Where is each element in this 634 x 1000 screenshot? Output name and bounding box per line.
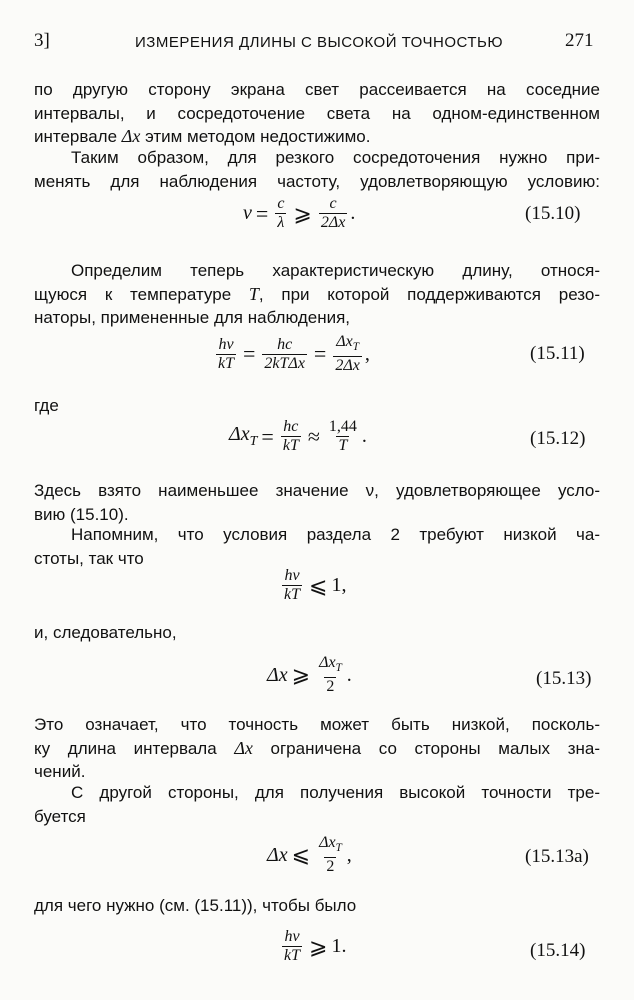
text-line: менять для наблюдения частоту, удовлетворяющую условию: bbox=[34, 171, 600, 191]
text-line: интервалы, и сосредоточение света на одном-единственном bbox=[34, 103, 600, 123]
page-number: 271 bbox=[565, 30, 594, 51]
paragraph-5 bbox=[34, 523, 600, 570]
paragraph-1 bbox=[34, 78, 600, 149]
text-line: С другой стороны, для получения высокой точности тре- bbox=[71, 783, 600, 802]
equation-number: (15.10) bbox=[525, 203, 581, 224]
paragraph-8: для чего нужно (см. (15.11)), чтобы было bbox=[34, 896, 357, 915]
text-line: Это означает, что точность может быть низкой, посколь- bbox=[34, 715, 600, 734]
equation-number: (15.13a) bbox=[525, 846, 589, 867]
paragraph-2 bbox=[34, 146, 600, 193]
paragraph-3 bbox=[34, 259, 600, 330]
text-line: щуюся к температуре T, при которой поддерживаются резо- bbox=[34, 283, 600, 304]
text-line: наторы, примененные для наблюдения, bbox=[34, 308, 351, 327]
text-line: Здесь взято наименьшее значение ν, удовлетворяющее усло- bbox=[34, 481, 600, 500]
equation-number: (15.11) bbox=[530, 343, 585, 364]
equation-15-14: $\frac{h\nu}{kT}$ ⩾ 1. bbox=[284, 928, 347, 964]
equation-15-10: ν = $\frac{c}{\lambda}$ ⩾ $\frac{c}{2\Delta x}$ . bbox=[243, 195, 356, 231]
paragraph-6 bbox=[34, 713, 600, 784]
equation-15-11: $\frac{h\nu}{kT}$ = $\frac{hc}{\text{2kTΔx}}$ = $\frac{\Delta x_T}{2\Delta x}$ , bbox=[218, 333, 370, 375]
text-line: интервале Δx этим методом недостижимо. bbox=[34, 126, 371, 146]
equation-number: (15.14) bbox=[530, 940, 586, 961]
equation-15-12: $\Delta x_T$ = $\frac{hc}{kT}$ ≈ $\frac{1,44}{T}$ . bbox=[229, 418, 367, 454]
paragraph-4 bbox=[34, 479, 600, 526]
text-line: Таким образом, для резкого сосредоточения нужно при- bbox=[71, 148, 600, 167]
text-line: вию (15.10). bbox=[34, 504, 129, 524]
text-line: ку длина интервала Δx ограничена со стороны малых зна- bbox=[34, 737, 600, 758]
section-marker: 3] bbox=[34, 30, 50, 51]
text-line: буется bbox=[34, 806, 86, 826]
text-line: Определим теперь характеристическую длину, относя- bbox=[71, 261, 600, 280]
text-line: Напомним, что условия раздела 2 требуют низкой ча- bbox=[71, 525, 600, 544]
equation-number: (15.13) bbox=[536, 668, 592, 689]
text-line: стоты, так что bbox=[34, 548, 144, 568]
text-line: чений. bbox=[34, 762, 86, 781]
inequality-low-frequency: $\frac{h\nu}{kT}$ ⩽ 1, bbox=[284, 567, 347, 603]
therefore-phrase: и, следовательно, bbox=[34, 623, 177, 642]
paragraph-7 bbox=[34, 781, 600, 828]
running-title: ИЗМЕРЕНИЯ ДЛИНЫ С ВЫСОКОЙ ТОЧНОСТЬЮ bbox=[135, 34, 503, 51]
equation-number: (15.12) bbox=[530, 428, 586, 449]
where-word: где bbox=[34, 396, 59, 415]
equation-15-13a: Δx ⩽ $\frac{\Delta x_T}{2}$ , bbox=[267, 834, 352, 876]
equation-15-13: Δx ⩾ $\frac{\Delta x_T}{2}$ . bbox=[267, 654, 352, 696]
text-line: по другую сторону экрана свет рассеивается на соседние bbox=[34, 80, 600, 99]
